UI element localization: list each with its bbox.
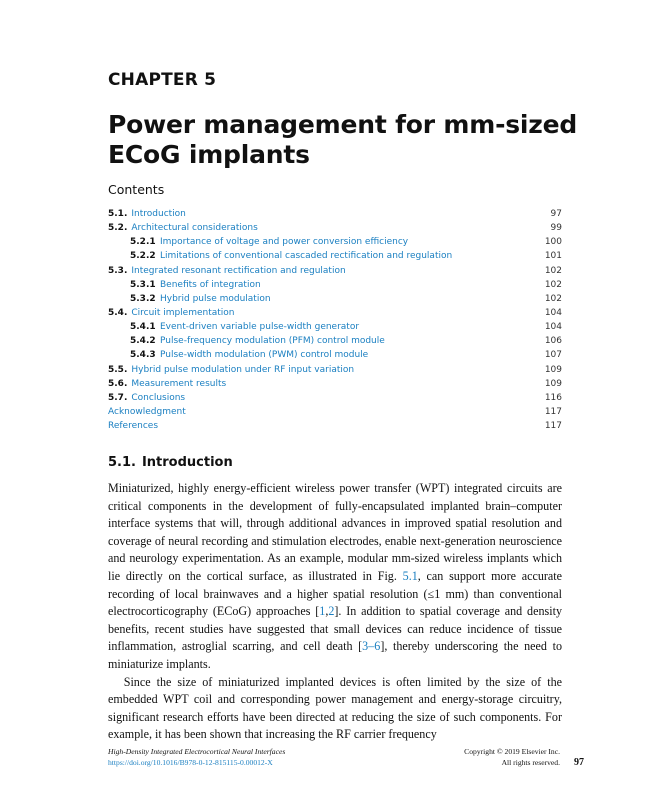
toc-entry-page: 117 <box>544 421 562 432</box>
toc-entry[interactable] <box>108 405 562 419</box>
toc-entry-number: 5.2.1 <box>130 237 156 248</box>
toc-entry-number: 5.3.2 <box>130 293 156 304</box>
toc-entry-number: 5.5. <box>108 364 128 375</box>
toc-entry[interactable] <box>108 363 562 377</box>
toc-entry-page: 106 <box>544 336 562 347</box>
toc-entry-link[interactable]: Hybrid pulse modulation <box>160 293 271 304</box>
toc-entry-number: 5.4.1 <box>130 322 156 333</box>
toc-entry-number: 5.3. <box>108 265 128 276</box>
body-paragraph <box>108 674 562 744</box>
toc-entry-link[interactable]: Measurement results <box>131 378 227 389</box>
toc-entry-link[interactable]: Hybrid pulse modulation under RF input variation <box>131 364 355 375</box>
toc-entry[interactable] <box>108 264 562 278</box>
toc-entry-page: 117 <box>544 406 562 417</box>
toc-entry-number: 5.7. <box>108 392 128 403</box>
toc-entry-link[interactable]: Pulse-frequency modulation (PFM) control module <box>160 336 385 347</box>
paragraph-text: , <box>325 604 329 619</box>
reference-link[interactable]: 5.1 <box>402 568 418 583</box>
toc-entry-page: 104 <box>544 307 562 318</box>
reference-link[interactable]: 3–6 <box>362 639 381 654</box>
toc-entry-page: 116 <box>544 392 562 403</box>
toc-entry-page: 102 <box>544 279 562 290</box>
toc-entry[interactable] <box>108 292 562 306</box>
toc-entry[interactable] <box>108 320 562 334</box>
toc-entry-page: 102 <box>544 265 562 276</box>
footer-journal: High-Density Integrated Electrocortical Neural Interfaces <box>108 747 286 756</box>
toc-entry-number: 5.1. <box>108 209 128 219</box>
toc-entry[interactable] <box>108 419 562 433</box>
paragraph-text: ]. In addition to spatial coverage and density benefits, recent studies have suggested that small devices can reduce incidence of tissue inflammation, astroglial scarring, and cell death [ <box>108 604 562 654</box>
toc-entry[interactable] <box>108 334 562 348</box>
toc-entry-link[interactable]: Event-driven variable pulse-width generator <box>160 322 360 333</box>
toc-entry-page: 109 <box>544 378 562 389</box>
toc-entry-link[interactable]: Circuit implementation <box>131 307 235 318</box>
toc-entry-link[interactable]: Introduction <box>131 209 186 219</box>
contents-heading: Contents <box>108 182 165 197</box>
toc-entry[interactable] <box>108 221 562 235</box>
toc-entry-link[interactable]: Limitations of conventional cascaded rectification and regulation <box>160 251 453 262</box>
toc-entry-number: 5.4.2 <box>130 336 156 347</box>
toc-entry-page: 107 <box>544 350 562 361</box>
toc-entry-number: 5.4. <box>108 307 128 318</box>
body-text <box>108 480 562 744</box>
toc-entry-link[interactable]: Acknowledgment <box>108 406 186 417</box>
table-of-contents <box>108 207 562 433</box>
toc-entry[interactable] <box>108 235 562 249</box>
toc-entry[interactable] <box>108 306 562 320</box>
toc-entry[interactable] <box>108 249 562 263</box>
chapter-label: CHAPTER 5 <box>108 70 217 90</box>
toc-entry-page: 97 <box>550 209 562 219</box>
section-heading <box>108 455 233 470</box>
toc-entry-link[interactable]: Pulse-width modulation (PWM) control module <box>160 350 369 361</box>
toc-entry-link[interactable]: Benefits of integration <box>160 279 261 290</box>
toc-entry-page: 104 <box>544 322 562 333</box>
toc-entry-number: 5.3.1 <box>130 279 156 290</box>
section-title: Introduction <box>141 455 233 470</box>
page-number: 97 <box>574 757 584 768</box>
footer-doi-link[interactable]: https://doi.org/10.1016/B978-0-12-815115-0.00012-X <box>108 758 273 767</box>
reference-link[interactable]: 1 <box>319 604 326 619</box>
chapter-title: Power management for mm-sized ECoG implants <box>108 110 578 169</box>
paragraph-text: , can support more accurate recording of local brainwaves and a higher spatial resolution (≤1 mm) than conventional electrocorticography (ECoG) approaches [ <box>108 568 562 619</box>
toc-entry-number: 5.2. <box>108 223 128 234</box>
footer-left <box>108 746 285 768</box>
paragraph-text: Miniaturized, highly energy-efficient wireless power transfer (WPT) integrated circuits are critical components in the development of fully-encapsulated implanted brain–computer interface systems that will, through additional advances in improved spatial resolution and coverage of neural recording and stimulation electrodes, enable next-generation neuroscience and neurology experimentation. As an example, modular mm-sized wireless implants which lie directly on the cortical surface, as illustrated in Fig. <box>108 481 562 583</box>
footer-copyright: Copyright © 2019 Elsevier Inc. <box>464 747 560 756</box>
toc-entry-page: 102 <box>544 293 562 304</box>
toc-entry-number: 5.6. <box>108 378 128 389</box>
toc-entry-page: 101 <box>544 251 562 262</box>
section-number: 5.1. <box>108 455 136 470</box>
toc-entry-link[interactable]: Importance of voltage and power conversion efficiency <box>160 237 409 248</box>
toc-entry[interactable] <box>108 207 562 221</box>
toc-entry-page: 109 <box>544 364 562 375</box>
toc-entry-page: 99 <box>550 223 562 234</box>
body-paragraph <box>108 480 562 674</box>
toc-entry-link[interactable]: Architectural considerations <box>131 223 258 234</box>
toc-entry-page: 100 <box>544 237 562 248</box>
toc-entry-number: 5.2.2 <box>130 251 156 262</box>
toc-entry-number: 5.4.3 <box>130 350 156 361</box>
toc-entry-link[interactable]: Integrated resonant rectification and regulation <box>131 265 346 276</box>
paragraph-text: Since the size of miniaturized implanted devices is often limited by the size of the embedded WPT coil and corresponding power management and energy-storage circuitry, significant research efforts have been directed at reducing the size of such components. For example, it has been shown that increasing the RF carrier frequency <box>108 674 562 742</box>
paragraph-text: ], thereby underscoring the need to miniaturize implants. <box>108 639 562 671</box>
toc-entry-link[interactable]: Conclusions <box>131 392 186 403</box>
reference-link[interactable]: 2 <box>328 604 335 619</box>
toc-entry-link[interactable]: References <box>108 421 159 432</box>
toc-entry[interactable] <box>108 348 562 362</box>
toc-entry[interactable] <box>108 278 562 292</box>
footer-right <box>464 746 560 768</box>
footer-rights: All rights reserved. <box>501 758 560 767</box>
toc-entry[interactable] <box>108 391 562 405</box>
toc-entry[interactable] <box>108 377 562 391</box>
